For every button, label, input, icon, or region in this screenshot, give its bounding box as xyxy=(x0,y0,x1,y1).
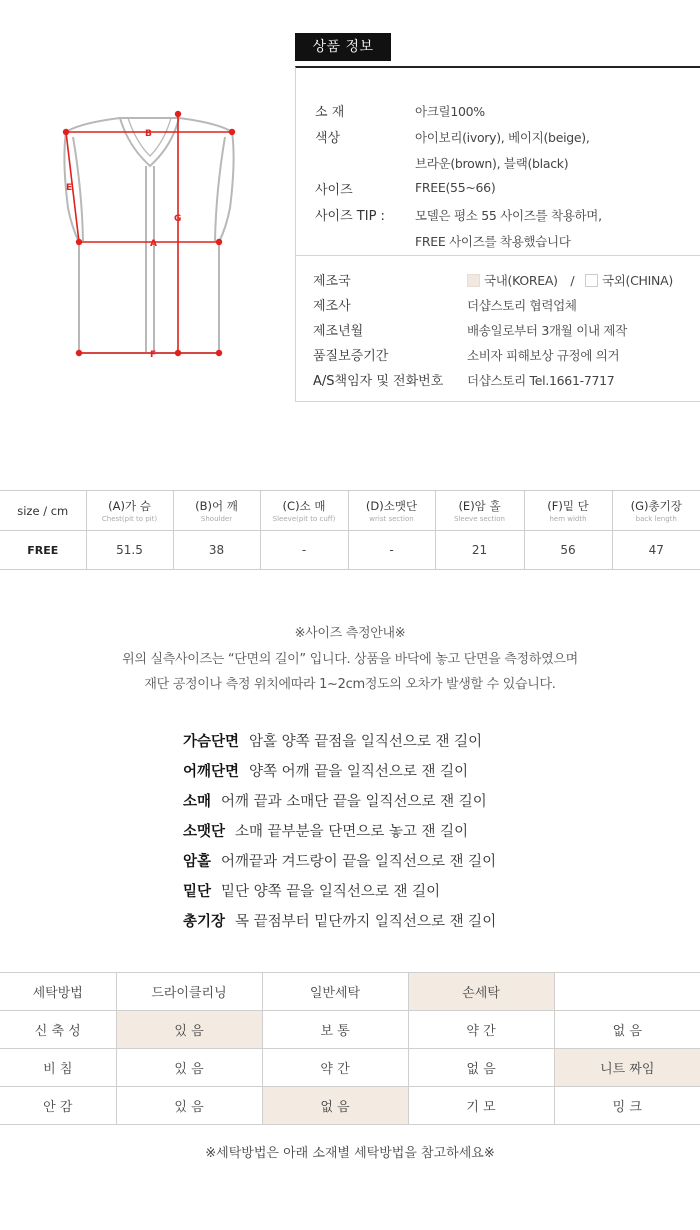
origin-separator: / xyxy=(570,273,575,288)
care-cell: 없 음 xyxy=(554,1011,700,1049)
value-chest: 51.5 xyxy=(86,531,173,570)
warranty-value: 소비자 피해보상 규정에 의거 xyxy=(467,348,620,363)
made-date-label: 제조년월 xyxy=(313,324,364,339)
care-cell: 있 음 xyxy=(116,1049,262,1087)
care-row-stretch xyxy=(0,1011,700,1049)
definition-item: 총기장 목 끝점부터 밑단까지 일직선으로 잰 길이 xyxy=(183,914,497,930)
size-table-header xyxy=(0,491,700,531)
china-checkbox xyxy=(585,274,598,287)
header-shoulder: (B)어 깨 Shoulder xyxy=(173,491,260,531)
maker-label: 제조사 xyxy=(313,299,351,314)
care-cell-selected: 니트 짜임 xyxy=(554,1049,700,1087)
material-value: 아크릴100% xyxy=(415,104,485,119)
definition-item: 소매 어깨 끝과 소매단 끝을 일직선으로 잰 길이 xyxy=(183,794,487,810)
measure-points xyxy=(63,111,235,356)
definition-item: 밑단 밑단 양쪽 끝을 일직선으로 잰 길이 xyxy=(183,884,441,900)
measurement-note-title: ※사이즈 측정안내※ xyxy=(294,626,406,641)
value-hem: 56 xyxy=(524,531,612,570)
value-sleeve: - xyxy=(260,531,348,570)
care-cell: 드라이클리닝 xyxy=(116,973,262,1011)
label-e: E xyxy=(66,183,73,193)
measurement-note-line2: 재단 공정이나 측정 위치에따라 1~2cm정도의 오차가 발생할 수 있습니다. xyxy=(144,677,556,692)
definition-item: 가슴단면 암홀 양쪽 끝점을 일직선으로 잰 길이 xyxy=(183,734,483,750)
material-label: 소 재 xyxy=(315,105,345,120)
label-g: G xyxy=(174,214,182,224)
measurement-note-line1: 위의 실측사이즈는 “단면의 길이” 입니다. 상품을 바닥에 놓고 단면을 측정하였으며 xyxy=(122,652,578,667)
size-label: 사이즈 xyxy=(315,183,353,198)
header-armhole: (E)암 홀 Sleeve section xyxy=(435,491,524,531)
header-hem: (F)밑 단 hem width xyxy=(524,491,612,531)
origin-label: 제조국 xyxy=(313,274,351,289)
size-tip-label: 사이즈 TIP : xyxy=(315,209,385,224)
care-cell: 기 모 xyxy=(408,1087,554,1125)
value-length: 47 xyxy=(612,531,700,570)
maker-value: 더샵스토리 협력업체 xyxy=(467,298,577,313)
care-cell: 약 간 xyxy=(408,1011,554,1049)
measurement-definitions xyxy=(183,730,496,940)
size-tip-line2: FREE 사이즈를 착용했습니다 xyxy=(415,234,571,249)
care-row-lining xyxy=(0,1087,700,1125)
size-table xyxy=(0,490,700,570)
value-shoulder: 38 xyxy=(173,531,260,570)
label-f: F xyxy=(150,350,157,360)
color-value-line1: 아이보리(ivory), 베이지(beige), xyxy=(415,130,590,145)
care-note: ※세탁방법은 아래 소재별 세탁방법을 참고하세요※ xyxy=(205,1146,495,1161)
product-info-box xyxy=(295,66,700,256)
care-row-sheer xyxy=(0,1049,700,1087)
size-table-row xyxy=(0,531,700,570)
row-label-free: FREE xyxy=(0,531,86,570)
manufacture-info-box xyxy=(295,256,700,402)
header-wrist: (D)소맷단 wrist section xyxy=(348,491,435,531)
origin-china: 국외(CHINA) xyxy=(602,273,673,288)
care-cell: 약 간 xyxy=(262,1049,408,1087)
color-label: 색상 xyxy=(315,131,341,146)
care-cell: 밍 크 xyxy=(554,1087,700,1125)
color-value-line2: 브라운(brown), 블랙(black) xyxy=(415,156,569,171)
label-a: A xyxy=(150,239,157,249)
label-b: B xyxy=(145,129,152,139)
care-cell-selected: 있 음 xyxy=(116,1011,262,1049)
product-info-title: 상품 정보 xyxy=(295,33,391,61)
as-contact-label: A/S책임자 및 전화번호 xyxy=(313,374,444,389)
size-corner: size / cm xyxy=(0,491,86,531)
care-cell-selected: 없 음 xyxy=(262,1087,408,1125)
definition-item: 소맷단 소매 끝부분을 단면으로 놓고 잰 길이 xyxy=(183,824,469,840)
header-chest: (A)가 슴 Chest(pit to pit) xyxy=(86,491,173,531)
care-table xyxy=(0,972,700,1125)
care-cell: 있 음 xyxy=(116,1087,262,1125)
warranty-label: 품질보증기간 xyxy=(313,349,389,364)
value-wrist: - xyxy=(348,531,435,570)
care-label-wash: 세탁방법 xyxy=(0,973,116,1011)
care-cell: 없 음 xyxy=(408,1049,554,1087)
care-cell xyxy=(554,973,700,1011)
header-length: (G)총기장 back length xyxy=(612,491,700,531)
as-contact-value: 더샵스토리 Tel.1661-7717 xyxy=(467,373,615,388)
origin-options xyxy=(467,271,673,289)
care-cell: 일반세탁 xyxy=(262,973,408,1011)
care-row-wash xyxy=(0,973,700,1011)
vest-measurement-diagram xyxy=(0,100,290,380)
made-date-value: 배송일로부터 3개월 이내 제작 xyxy=(467,323,627,338)
size-tip-line1: 모델은 평소 55 사이즈를 착용하며, xyxy=(415,208,602,223)
definition-item: 암홀 어깨끝과 겨드랑이 끝을 일직선으로 잰 길이 xyxy=(183,854,497,870)
korea-checkbox xyxy=(467,274,480,287)
size-value: FREE(55~66) xyxy=(415,180,496,195)
care-label-lining: 안 감 xyxy=(0,1087,116,1125)
care-label-stretch: 신 축 성 xyxy=(0,1011,116,1049)
measure-lines xyxy=(66,114,232,353)
definition-item: 어깨단면 양쪽 어깨 끝을 일직선으로 잰 길이 xyxy=(183,764,469,780)
value-armhole: 21 xyxy=(435,531,524,570)
vest-outline xyxy=(64,118,233,353)
care-label-sheer: 비 침 xyxy=(0,1049,116,1087)
care-cell-selected: 손세탁 xyxy=(408,973,554,1011)
origin-korea: 국내(KOREA) xyxy=(484,273,558,288)
care-cell: 보 통 xyxy=(262,1011,408,1049)
header-sleeve: (C)소 매 Sleeve(pit to cuff) xyxy=(260,491,348,531)
